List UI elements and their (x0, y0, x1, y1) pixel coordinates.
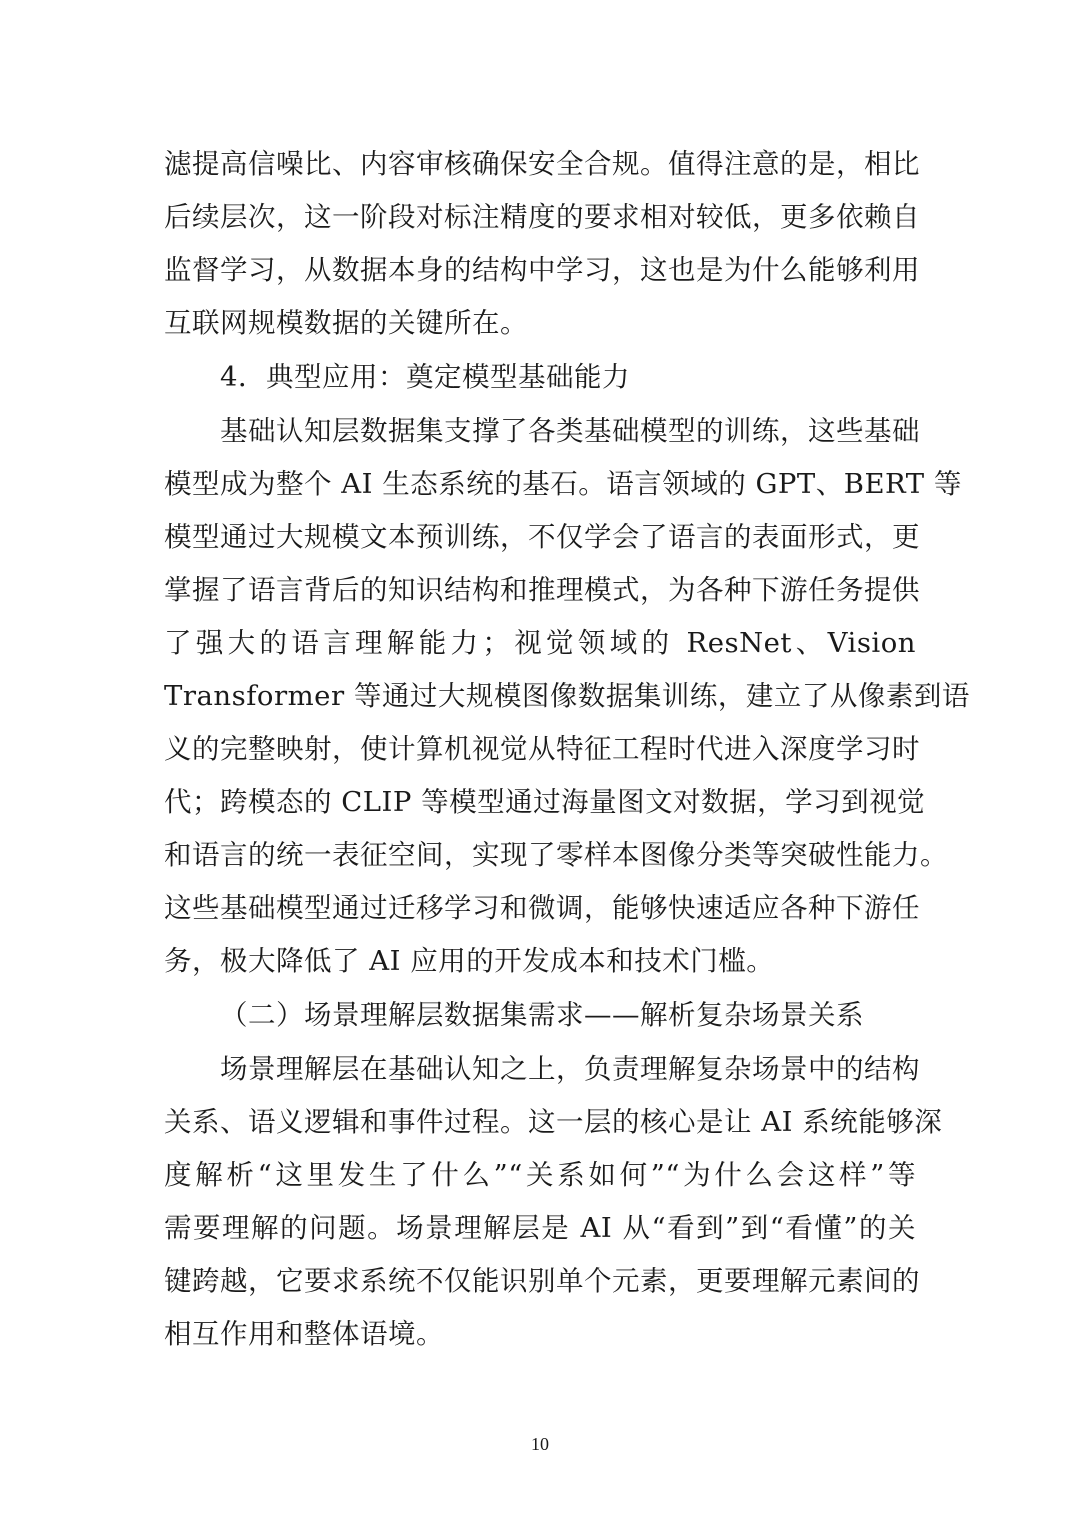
paragraph-line: 需要理解的问题。场景理解层是 AI 从“看到”到“看懂”的关 (164, 1212, 916, 1244)
paragraph-line: 场景理解层在基础认知之上，负责理解复杂场景中的结构 (220, 1053, 920, 1085)
paragraph-line: 和语言的统一表征空间，实现了零样本图像分类等突破性能力。 (164, 839, 948, 871)
paragraph-line: 键跨越，它要求系统不仅能识别单个元素，更要理解元素间的 (164, 1265, 920, 1297)
paragraph-line: 务，极大降低了 AI 应用的开发成本和技术门槛。 (164, 945, 775, 977)
paragraph-line: 度解析“这里发生了什么”“关系如何”“为什么会这样”等 (164, 1159, 916, 1191)
paragraph-line: 关系、语义逻辑和事件过程。这一层的核心是让 AI 系统能够深 (164, 1106, 943, 1138)
paragraph-line: 掌握了语言背后的知识结构和推理模式，为各种下游任务提供 (164, 574, 920, 606)
section-heading: 4．典型应用：奠定模型基础能力 (220, 361, 630, 393)
paragraph-line: 模型成为整个 AI 生态系统的基石。语言领域的 GPT、BERT 等 (164, 468, 962, 500)
paragraph-line: 互联网规模数据的关键所在。 (164, 307, 528, 339)
paragraph-line: 代；跨模态的 CLIP 等模型通过海量图文对数据，学习到视觉 (164, 786, 926, 818)
paragraph-line: 监督学习，从数据本身的结构中学习，这也是为什么能够利用 (164, 254, 920, 286)
paragraph-line: 基础认知层数据集支撑了各类基础模型的训练，这些基础 (220, 415, 920, 447)
page-number: 10 (531, 1434, 549, 1454)
paragraph-line: 这些基础模型通过迁移学习和微调，能够快速适应各种下游任 (164, 892, 920, 924)
paragraph-line: 相互作用和整体语境。 (164, 1318, 444, 1350)
section-heading: （二）场景理解层数据集需求——解析复杂场景关系 (220, 999, 864, 1031)
paragraph-line: Transformer 等通过大规模图像数据集训练，建立了从像素到语 (164, 680, 970, 712)
paragraph-line: 后续层次，这一阶段对标注精度的要求相对较低，更多依赖自 (164, 201, 920, 233)
paragraph-line: 模型通过大规模文本预训练，不仅学会了语言的表面形式，更 (164, 521, 920, 553)
paragraph-line: 了强大的语言理解能力；视觉领域的 ResNet、Vision (164, 627, 916, 659)
paragraph-line: 义的完整映射，使计算机视觉从特征工程时代进入深度学习时 (164, 733, 920, 765)
paragraph-line: 滤提高信噪比、内容审核确保安全合规。值得注意的是，相比 (164, 148, 920, 180)
